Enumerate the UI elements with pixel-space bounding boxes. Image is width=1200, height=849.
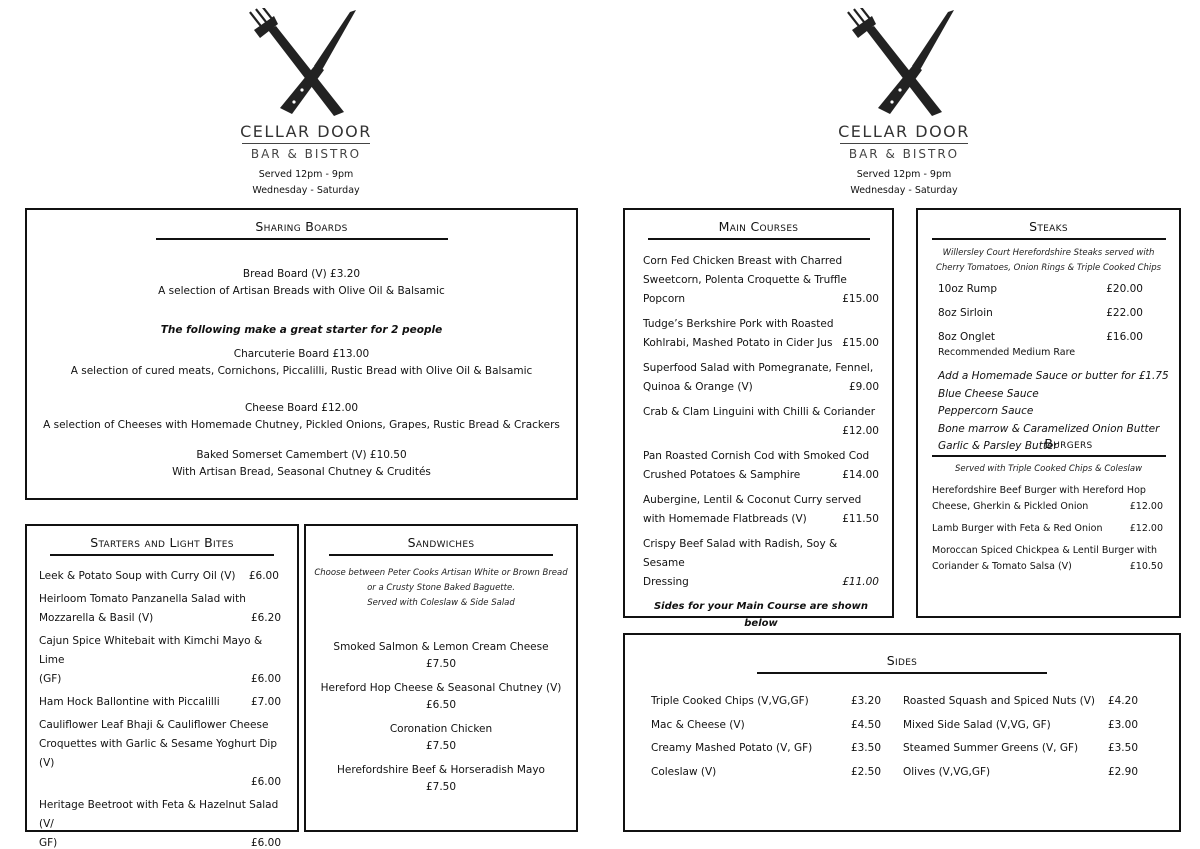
- item-name: Superfood Salad with Pomegranate, Fennel,: [643, 362, 874, 374]
- side-price: £2.50: [850, 765, 881, 778]
- crossed-fork-knife-icon: [844, 8, 964, 118]
- item-name-line2: Mozzarella & Basil (V): [39, 612, 154, 624]
- item-name: Tudge’s Berkshire Pork with Roasted: [643, 318, 834, 330]
- camembert-desc: With Artisan Bread, Seasonal Chutney & Crudités: [172, 466, 431, 478]
- served-days: Wednesday - Saturday: [252, 185, 360, 196]
- menu-item: [643, 252, 879, 309]
- side-item: [903, 737, 1138, 761]
- side-price: £4.50: [850, 718, 881, 731]
- item-price: £12.00: [1129, 522, 1163, 534]
- item-price: £15.00: [842, 337, 879, 349]
- sauce-item: Bone marrow & Caramelized Onion Butter: [938, 422, 1160, 435]
- sides-left-column: [651, 690, 881, 784]
- brand-name: CELLAR DOOR: [240, 122, 372, 141]
- steak-name: 8oz Onglet: [938, 331, 996, 343]
- menu-item: [643, 359, 879, 397]
- item-price: £11.50: [842, 513, 879, 525]
- steak-price: £20.00: [1106, 283, 1143, 295]
- charcuterie-line: Charcuterie Board £13.00: [233, 348, 370, 360]
- item-price: £6.00: [250, 673, 281, 685]
- sauce-heading: Add a Homemade Sauce or butter for £1.75: [938, 370, 1169, 382]
- item-price: £14.00: [842, 469, 879, 481]
- menu-item: [39, 567, 281, 586]
- brand-divider: [242, 143, 370, 144]
- menu-item: [643, 535, 879, 592]
- steak-name: 10oz Rump: [938, 283, 998, 295]
- burger-item: [932, 543, 1163, 575]
- item-price: £15.00: [842, 293, 879, 305]
- item-name-line2: Kohlrabi, Mashed Potato in Cider Jus: [643, 337, 833, 349]
- burger-item: [932, 521, 1163, 537]
- side-item: [903, 761, 1138, 785]
- logo-left: [216, 8, 396, 199]
- sandwich-price: £7.50: [425, 781, 457, 793]
- section-title: Sides: [886, 653, 918, 668]
- starters-section: [25, 524, 299, 849]
- item-name: Leek & Potato Soup with Curry Oil (V): [39, 570, 236, 582]
- item-name: Moroccan Spiced Chickpea & Lentil Burger with: [932, 544, 1158, 556]
- item-name-line2: Sweetcorn, Polenta Croquette & Truffle: [643, 274, 847, 286]
- sandwich-name: Smoked Salmon & Lemon Cream Cheese: [333, 641, 549, 653]
- side-price: £3.50: [1107, 742, 1138, 754]
- side-price: £2.90: [1107, 765, 1138, 778]
- item-name-line2: Croquettes with Garlic & Sesame Yoghurt Dip (V): [39, 738, 278, 769]
- menu-item: [643, 403, 879, 441]
- item-name-line2: Cheese, Gherkin & Pickled Onion: [932, 500, 1089, 512]
- item-name: Lamb Burger with Feta & Red Onion: [932, 522, 1103, 534]
- title-divider: [932, 238, 1166, 240]
- item-name: Crispy Beef Salad with Radish, Soy & Sesame: [643, 538, 838, 569]
- menu-item: [643, 491, 879, 529]
- sandwich-price: £6.50: [425, 699, 457, 711]
- steak-recommend: Recommended Medium Rare: [938, 347, 1076, 358]
- side-item: [651, 737, 881, 761]
- title-divider: [329, 554, 553, 556]
- side-item: [651, 690, 881, 714]
- steaks-note: Cherry Tomatoes, Onion Rings & Triple Cooked Chips: [935, 263, 1162, 273]
- item-price: £6.20: [250, 612, 281, 624]
- steak-price: £22.00: [1106, 307, 1143, 319]
- title-divider: [156, 238, 448, 240]
- served-time: Served 12pm - 9pm: [258, 169, 354, 180]
- steak-item: [938, 280, 1143, 298]
- side-name: Olives (V,VG,GF): [903, 765, 991, 778]
- side-name: Coleslaw (V): [651, 765, 717, 778]
- item-name-line2: with Homemade Flatbreads (V): [643, 513, 807, 525]
- section-title: Sharing Boards: [255, 219, 348, 234]
- side-item: [651, 761, 881, 785]
- camembert-line: Baked Somerset Camembert (V) £10.50: [196, 449, 407, 461]
- menu-item: [39, 632, 281, 689]
- side-item: [903, 714, 1138, 738]
- side-name: Mixed Side Salad (V,VG, GF): [903, 718, 1051, 731]
- sandwich-price: £7.50: [425, 658, 457, 670]
- starter-note: The following make a great starter for 2 people: [160, 324, 443, 336]
- item-price: £11.00: [842, 576, 879, 588]
- item-name-line2: GF): [39, 837, 58, 849]
- section-title: Burgers: [1044, 435, 1093, 451]
- item-name: Aubergine, Lentil & Coconut Curry served: [643, 494, 862, 506]
- sauce-item: Garlic & Parsley Butter: [938, 440, 1058, 452]
- bread-board-line: Bread Board (V) £3.20: [242, 268, 361, 280]
- mains-footer-note: Sides for your Main Course are shown below: [653, 601, 868, 629]
- item-price: £9.00: [848, 381, 879, 393]
- item-name-line2: Coriander & Tomato Salsa (V): [932, 560, 1072, 572]
- sandwiches-section: [304, 524, 578, 832]
- item-name: Ham Hock Ballontine with Piccalilli: [39, 696, 220, 708]
- sandwich-note: or a Crusty Stone Baked Baguette.: [367, 583, 515, 593]
- item-price: £10.50: [1129, 560, 1163, 572]
- menu-item: [643, 447, 879, 485]
- item-name-line3: Popcorn: [643, 293, 686, 305]
- section-title: Starters and Light Bites: [90, 535, 234, 550]
- brand-name: CELLAR DOOR: [838, 122, 970, 141]
- side-price: £3.50: [850, 742, 881, 754]
- sides-right-column: [903, 690, 1138, 784]
- brand-subtitle: BAR & BISTRO: [848, 147, 960, 161]
- sauce-item: Blue Cheese Sauce: [938, 387, 1039, 400]
- burger-item: [932, 483, 1163, 515]
- logo-right: [814, 8, 994, 199]
- side-name: Mac & Cheese (V): [651, 718, 745, 731]
- steaks-burgers-section: [916, 208, 1181, 618]
- item-name: Herefordshire Beef Burger with Hereford Hop: [932, 484, 1146, 496]
- steak-name: 8oz Sirloin: [938, 307, 993, 319]
- item-name-line2: (GF): [39, 673, 62, 685]
- cheese-board-line: Cheese Board £12.00: [244, 402, 359, 414]
- sandwich-note: Served with Coleslaw & Side Salad: [367, 598, 515, 608]
- item-price: £12.00: [842, 425, 879, 437]
- item-price: £6.00: [250, 837, 281, 849]
- sandwich-price: £7.50: [425, 740, 457, 752]
- side-price: £3.20: [850, 695, 881, 707]
- steaks-note: Willersley Court Herefordshire Steaks served with: [942, 248, 1155, 258]
- item-name-line2: Crushed Potatoes & Samphire: [643, 469, 801, 481]
- item-name: Pan Roasted Cornish Cod with Smoked Cod: [643, 450, 870, 462]
- sandwich-name: Coronation Chicken: [389, 723, 493, 735]
- menu-item: [39, 693, 281, 712]
- item-name: Cajun Spice Whitebait with Kimchi Mayo & Lime: [39, 635, 263, 666]
- item-name: Heirloom Tomato Panzanella Salad with: [39, 593, 246, 605]
- brand-subtitle: BAR & BISTRO: [250, 147, 362, 161]
- side-name: Roasted Squash and Spiced Nuts (V): [903, 695, 1095, 707]
- item-name: Corn Fed Chicken Breast with Charred: [643, 255, 843, 267]
- burgers-note: Served with Triple Cooked Chips & Coleslaw: [954, 463, 1143, 474]
- steak-price: £16.00: [1106, 331, 1143, 343]
- crossed-fork-knife-icon: [246, 8, 366, 118]
- side-price: £4.20: [1107, 695, 1138, 707]
- side-name: Creamy Mashed Potato (V, GF): [651, 742, 813, 754]
- served-days: Wednesday - Saturday: [850, 185, 958, 196]
- steak-item: [938, 328, 1143, 346]
- sandwich-name: Hereford Hop Cheese & Seasonal Chutney (V): [320, 682, 562, 694]
- section-title: Main Courses: [718, 219, 799, 234]
- menu-item: [39, 590, 281, 628]
- menu-item: [39, 796, 281, 849]
- brand-divider: [840, 143, 968, 144]
- bread-board-desc: A selection of Artisan Breads with Olive Oil & Balsamic: [158, 285, 445, 297]
- item-name: Crab & Clam Linguini with Chilli & Coriander: [643, 406, 876, 418]
- item-price: £6.00: [248, 570, 279, 582]
- main-courses-section: [623, 208, 894, 629]
- item-price: £7.00: [250, 696, 281, 708]
- side-name: Steamed Summer Greens (V, GF): [903, 742, 1079, 754]
- steak-item: [938, 304, 1143, 322]
- section-title: Steaks: [1029, 219, 1068, 234]
- cheese-board-desc: A selection of Cheeses with Homemade Chutney, Pickled Onions, Grapes, Rustic Bread & Crackers: [43, 419, 560, 431]
- section-title: Sandwiches: [407, 535, 475, 550]
- item-price: £12.00: [1129, 500, 1163, 512]
- sharing-boards-section: [25, 208, 578, 500]
- item-name-line2: Quinoa & Orange (V): [643, 381, 753, 393]
- menu-item: [39, 716, 281, 792]
- sauce-item: Peppercorn Sauce: [938, 405, 1034, 417]
- charcuterie-desc: A selection of cured meats, Cornichons, Piccalilli, Rustic Bread with Olive Oil & Balsamic: [70, 365, 533, 377]
- item-name: Heritage Beetroot with Feta & Hazelnut Salad (V/: [39, 799, 279, 830]
- side-name: Triple Cooked Chips (V,VG,GF): [651, 695, 809, 707]
- side-item: [903, 690, 1138, 714]
- item-name-line2: Dressing: [643, 576, 689, 588]
- sandwich-name: Herefordshire Beef & Horseradish Mayo: [337, 764, 545, 776]
- item-price: £6.00: [250, 776, 281, 788]
- served-time: Served 12pm - 9pm: [856, 169, 952, 180]
- menu-item: [643, 315, 879, 353]
- sides-section: [623, 633, 1181, 832]
- sandwich-note: Choose between Peter Cooks Artisan White or Brown Bread: [314, 568, 568, 578]
- side-item: [651, 714, 881, 738]
- item-name: Cauliflower Leaf Bhaji & Cauliflower Cheese: [39, 719, 269, 731]
- side-price: £3.00: [1107, 718, 1138, 731]
